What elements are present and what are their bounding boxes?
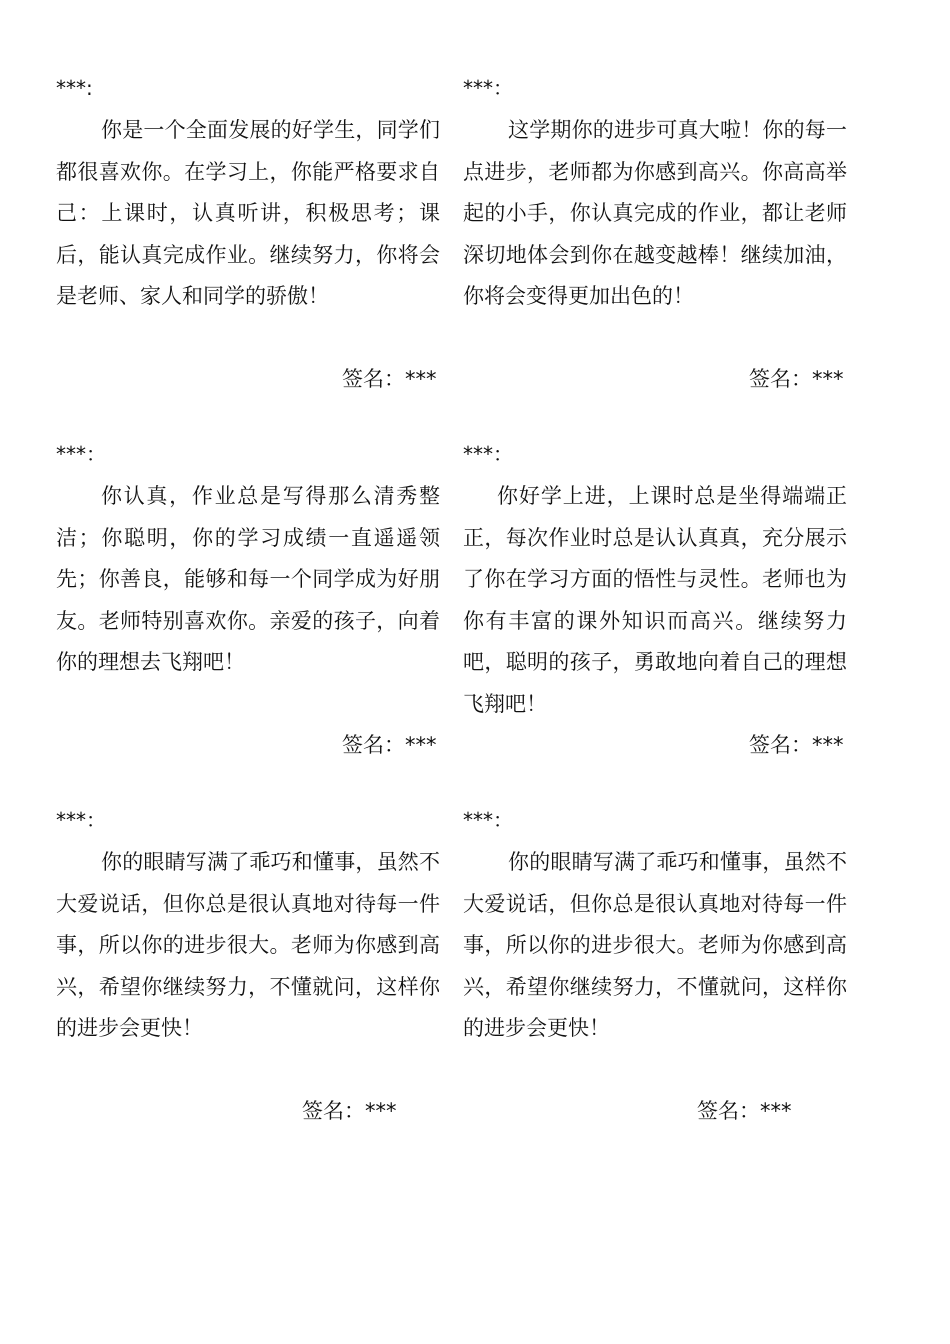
card-comment-text: 你的眼睛写满了乖巧和懂事，虽然不大爱说话，但你总是很认真地对待每一件事，所以你的进步很大。老师为你感到高兴，希望你继续努力，不懂就问，这样你的进步会更快！ (56, 850, 440, 1040)
card-signature: 签名：*** (302, 1099, 397, 1123)
card-signature: 签名：*** (749, 733, 844, 757)
card-salutation: ***： (463, 442, 513, 466)
card-signature: 签名：*** (749, 367, 844, 391)
card-comment-text: 你好学上进，上课时总是坐得端端正正，每次作业时总是认认真真，充分展示了你在学习方面的悟性与灵性。老师也为你有丰富的课外知识而高兴。继续努力吧，聪明的孩子，勇敢地向着自己的理想飞翔吧！ (463, 484, 847, 716)
card-salutation: ***： (463, 808, 513, 832)
card-comment-text: 你认真，作业总是写得那么清秀整洁；你聪明，你的学习成绩一直遥遥领先；你善良，能够和每一个同学成为好朋友。老师特别喜欢你。亲爱的孩子，向着你的理想去飞翔吧！ (56, 484, 440, 674)
card-comment-text: 你是一个全面发展的好学生，同学们都很喜欢你。在学习上，你能严格要求自己：上课时，认真听讲，积极思考；课后，能认真完成作业。继续努力，你将会是老师、家人和同学的骄傲！ (56, 118, 440, 308)
card-signature: 签名：*** (342, 367, 437, 391)
card-salutation: ***： (463, 76, 513, 100)
card-comment-text: 你的眼睛写满了乖巧和懂事，虽然不大爱说话，但你总是很认真地对待每一件事，所以你的进步很大。老师为你感到高兴，希望你继续努力，不懂就问，这样你的进步会更快！ (463, 850, 847, 1040)
card-salutation: ***： (56, 808, 106, 832)
card-signature: 签名：*** (697, 1099, 792, 1123)
card-salutation: ***： (56, 442, 106, 466)
card-salutation: ***: (56, 76, 93, 100)
card-signature: 签名：*** (342, 733, 437, 757)
card-comment-text: 这学期你的进步可真大啦！你的每一点进步，老师都为你感到高兴。你高高举起的小手，你认真完成的作业，都让老师深切地体会到你在越变越棒！继续加油，你将会变得更加出色的！ (463, 118, 847, 308)
